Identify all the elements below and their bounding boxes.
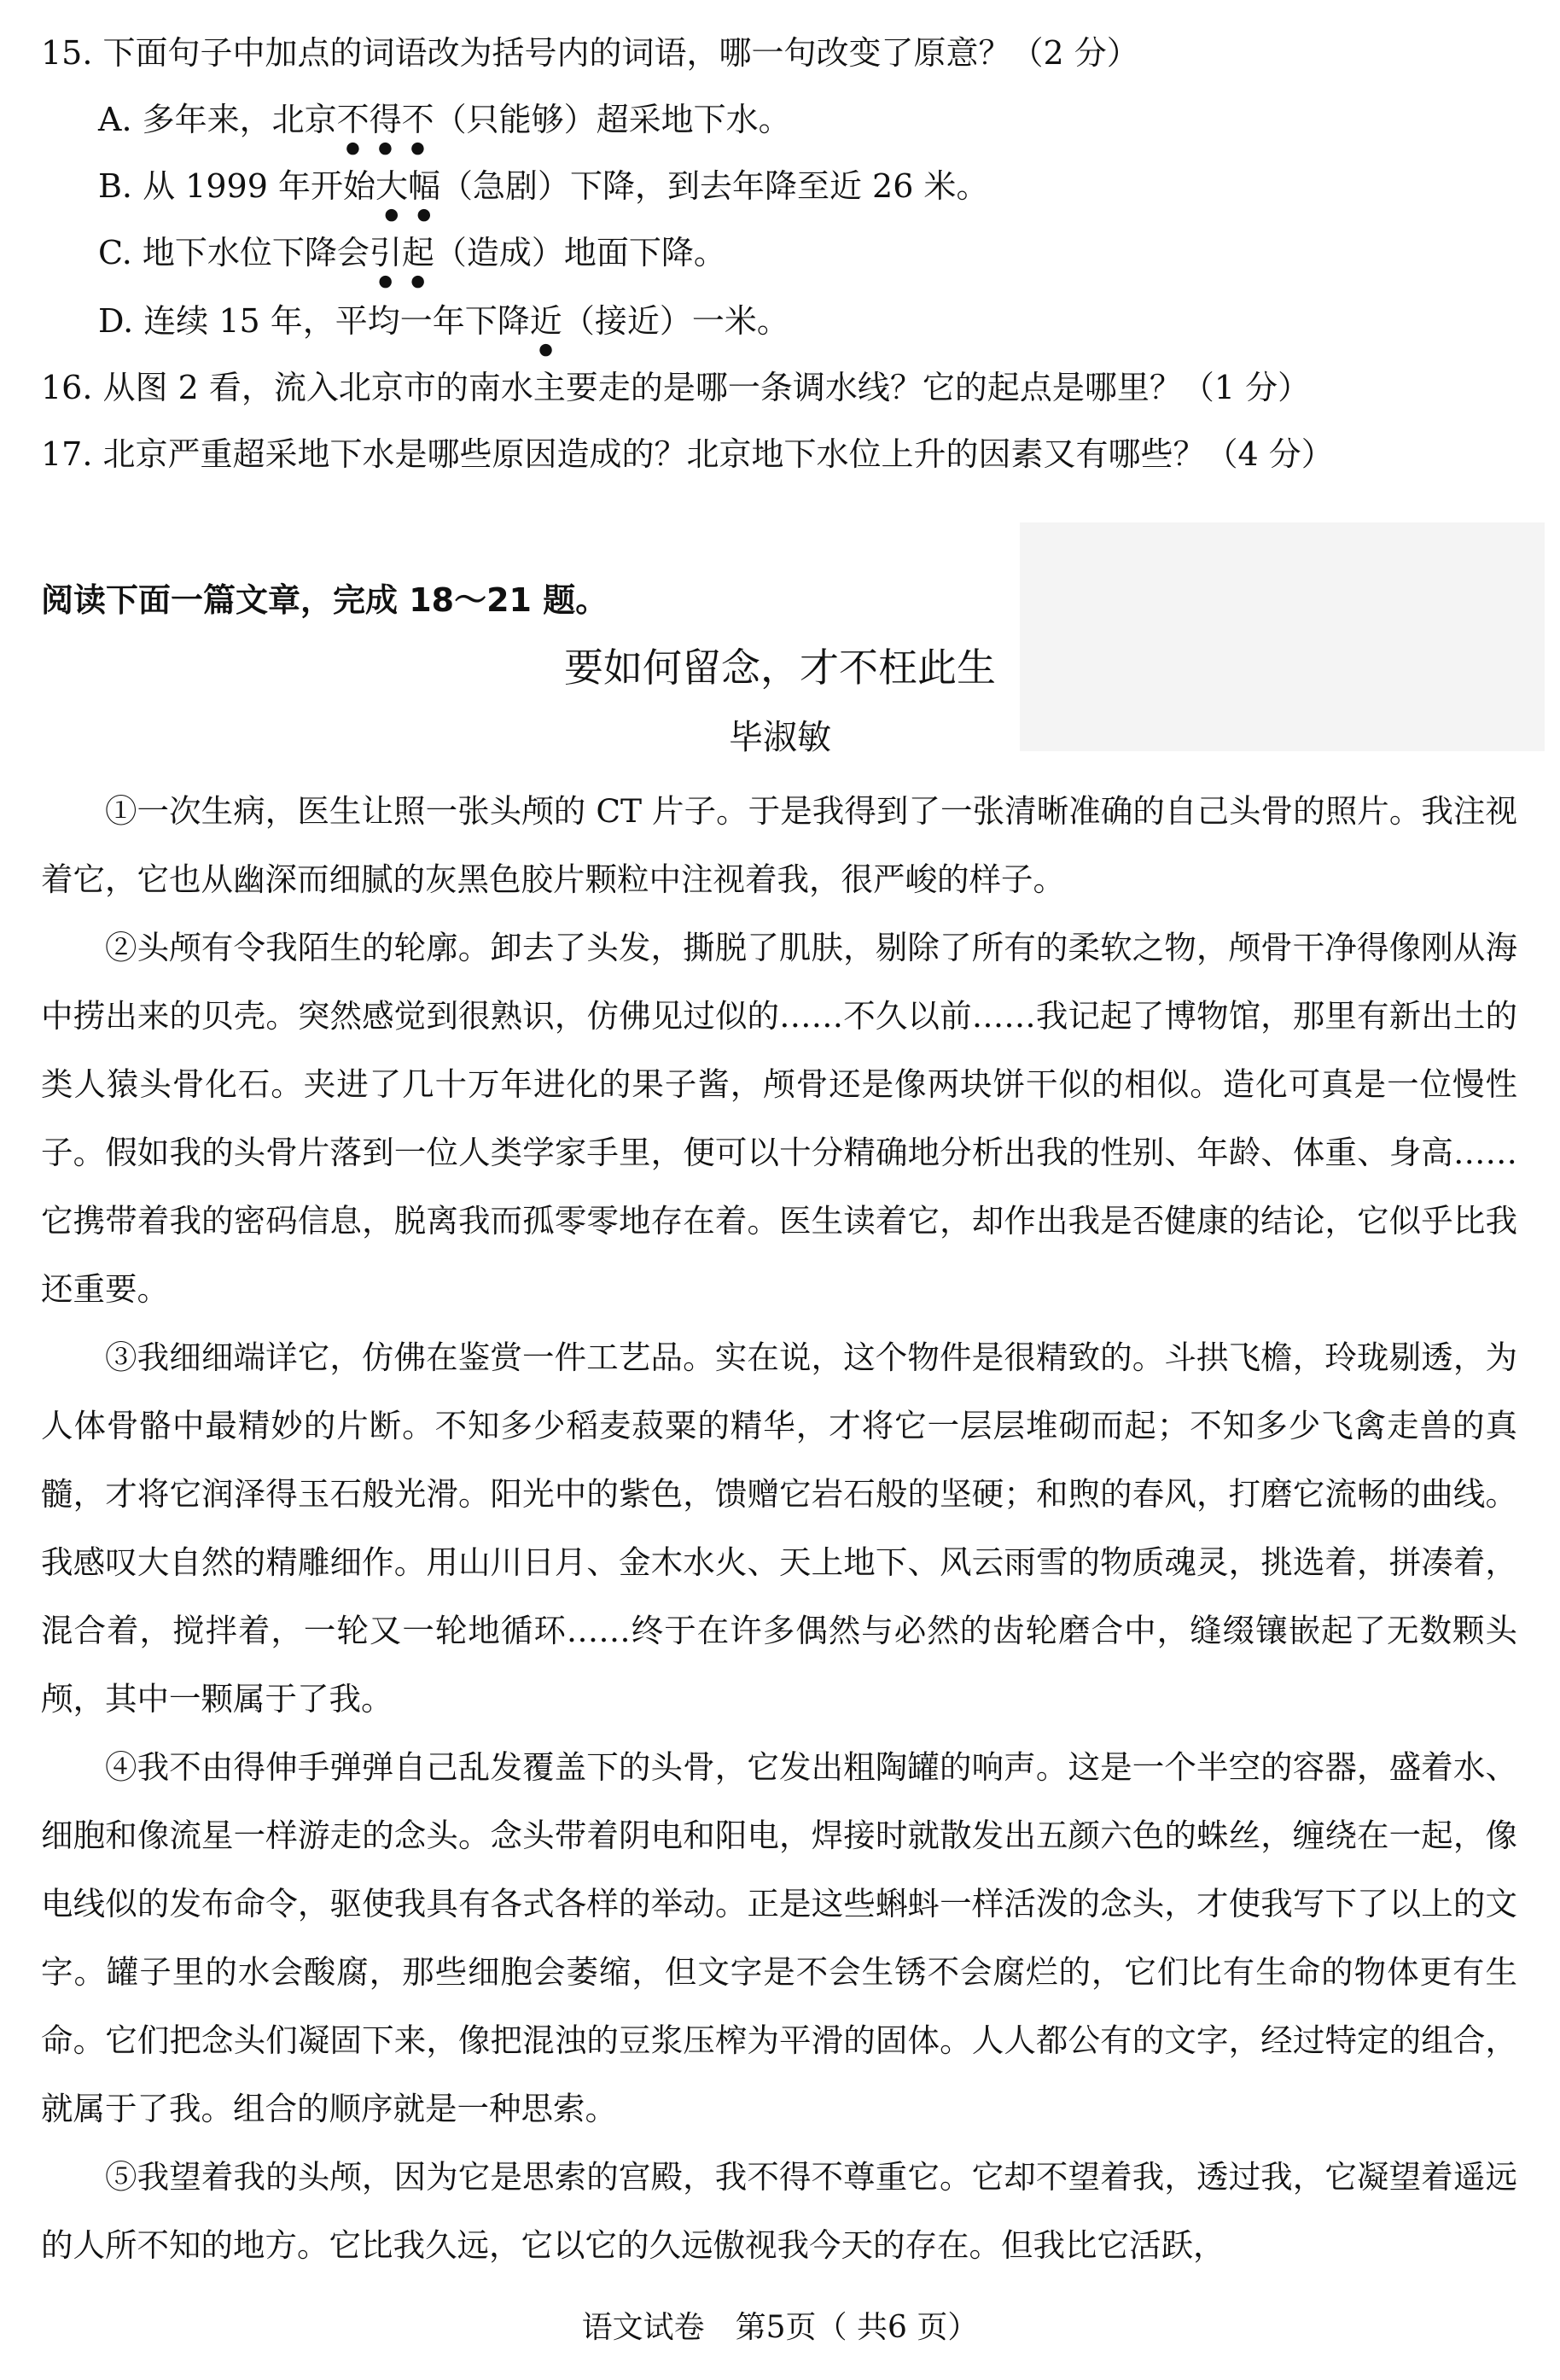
option-a-dotted-word: 不得不 — [336, 101, 434, 138]
question-15-option-a — [98, 97, 791, 157]
question-15-option-b — [98, 164, 988, 224]
article-body — [41, 777, 1517, 2279]
option-a-pre: A. 多年来，北京 — [98, 101, 337, 138]
option-a-post: （只能够）超采地下水。 — [434, 101, 791, 138]
option-d-dotted-word: 近 — [529, 302, 562, 340]
option-d-pre: D. 连续 15 年，平均一年下降 — [98, 302, 530, 340]
option-b-dotted-word: 大幅 — [375, 167, 440, 205]
option-c-dotted-word: 引起 — [369, 234, 434, 271]
article-title: 要如何留念，才不枉此生 — [564, 645, 996, 691]
question-15-option-d — [98, 299, 789, 359]
question-17: 17. 北京严重超采地下水是哪些原因造成的？北京地下水位上升的因素又有哪些？（4 分） — [41, 435, 1334, 473]
option-b-pre: B. 从 1999 年开始 — [98, 167, 375, 205]
article-paragraph: ①一次生病，医生让照一张头颅的 CT 片子。于是我得到了一张清晰准确的自己头骨的照片。我注视着它，它也从幽深而细腻的灰黑色胶片颗粒中注视着我，很严峻的样子。 — [41, 792, 1517, 898]
article-paragraph: ③我细细端详它，仿佛在鉴赏一件工艺品。实在说，这个物件是很精致的。斗拱飞檐，玲珑剔透，为人体骨骼中最精妙的片断。不知多少稻麦菽粟的精华，才将它一层层堆砌而起；不知多少飞禽走兽的真髓，才将它润泽得玉石般光滑。阳光中的紫色，馈赠它岩石般的坚硬；和煦的春风，打磨它流畅的曲线。我感叹大自然的精雕细作。用山川日月、金木水火、天上地下、风云雨雪的物质魂灵，挑选着，拼凑着，混合着，搅拌着，一轮又一轮地循环……终于在许多偶然与必然的齿轮磨合中，缝缀镶嵌起了无数颗头颅，其中一颗属于了我。 — [41, 1339, 1517, 1718]
page-footer: 语文试卷 第5页（ 共6 页） — [581, 2310, 979, 2345]
question-15-stem: 15. 下面句子中加点的词语改为括号内的词语，哪一句改变了原意？（2 分） — [41, 34, 1139, 72]
option-c-post: （造成）地面下降。 — [434, 234, 726, 271]
article-paragraph: ②头颅有令我陌生的轮廓。卸去了头发，撕脱了肌肤，剔除了所有的柔软之物，颅骨干净得像刚从海中捞出来的贝壳。突然感觉到很熟识，仿佛见过似的……不久以前……我记起了博物馆，那里有新出土的类人猿头骨化石。夹进了几十万年进化的果子酱，颅骨还是像两块饼干似的相似。造化可真是一位慢性子。假如我的头骨片落到一位人类学家手里，便可以十分精确地分析出我的性别、年龄、体重、身高……它携带着我的密码信息，脱离我而孤零零地存在着。医生读着它，却作出我是否健康的结论，它似乎比我还重要。 — [41, 929, 1517, 1308]
article-author: 毕淑敏 — [729, 718, 831, 757]
article-paragraph: ④我不由得伸手弹弹自己乱发覆盖下的头骨，它发出粗陶罐的响声。这是一个半空的容器，盛着水、细胞和像流星一样游走的念头。念头带着阴电和阳电，焊接时就散发出五颜六色的蛛丝，缠绕在一起，像电线似的发布命令，驱使我具有各式各样的举动。正是这些蝌蚪一样活泼的念头，才使我写下了以上的文字。罐子里的水会酸腐，那些细胞会萎缩，但文字是不会生锈不会腐烂的，它们比有生命的物体更有生命。它们把念头们凝固下来，像把混浊的豆浆压榨为平滑的固体。人人都公有的文字，经过特定的组合，就属于了我。组合的顺序就是一种思索。 — [41, 1748, 1517, 2127]
reading-instruction: 阅读下面一篇文章，完成 18～21 题。 — [41, 581, 608, 619]
question-16: 16. 从图 2 看，流入北京市的南水主要走的是哪一条调水线？它的起点是哪里？（1 分） — [41, 369, 1311, 406]
option-d-post: （接近）一米。 — [562, 302, 789, 340]
option-c-pre: C. 地下水位下降会 — [98, 234, 370, 271]
article-paragraph: ⑤我望着我的头颅，因为它是思索的宫殿，我不得不尊重它。它却不望着我，透过我，它凝望着遥远的人所不知的地方。它比我久远，它以它的久远傲视我今天的存在。但我比它活跃， — [41, 2158, 1517, 2264]
option-b-post: （急剧）下降，到去年降至近 26 米。 — [439, 167, 989, 205]
question-15-option-c — [98, 230, 726, 290]
